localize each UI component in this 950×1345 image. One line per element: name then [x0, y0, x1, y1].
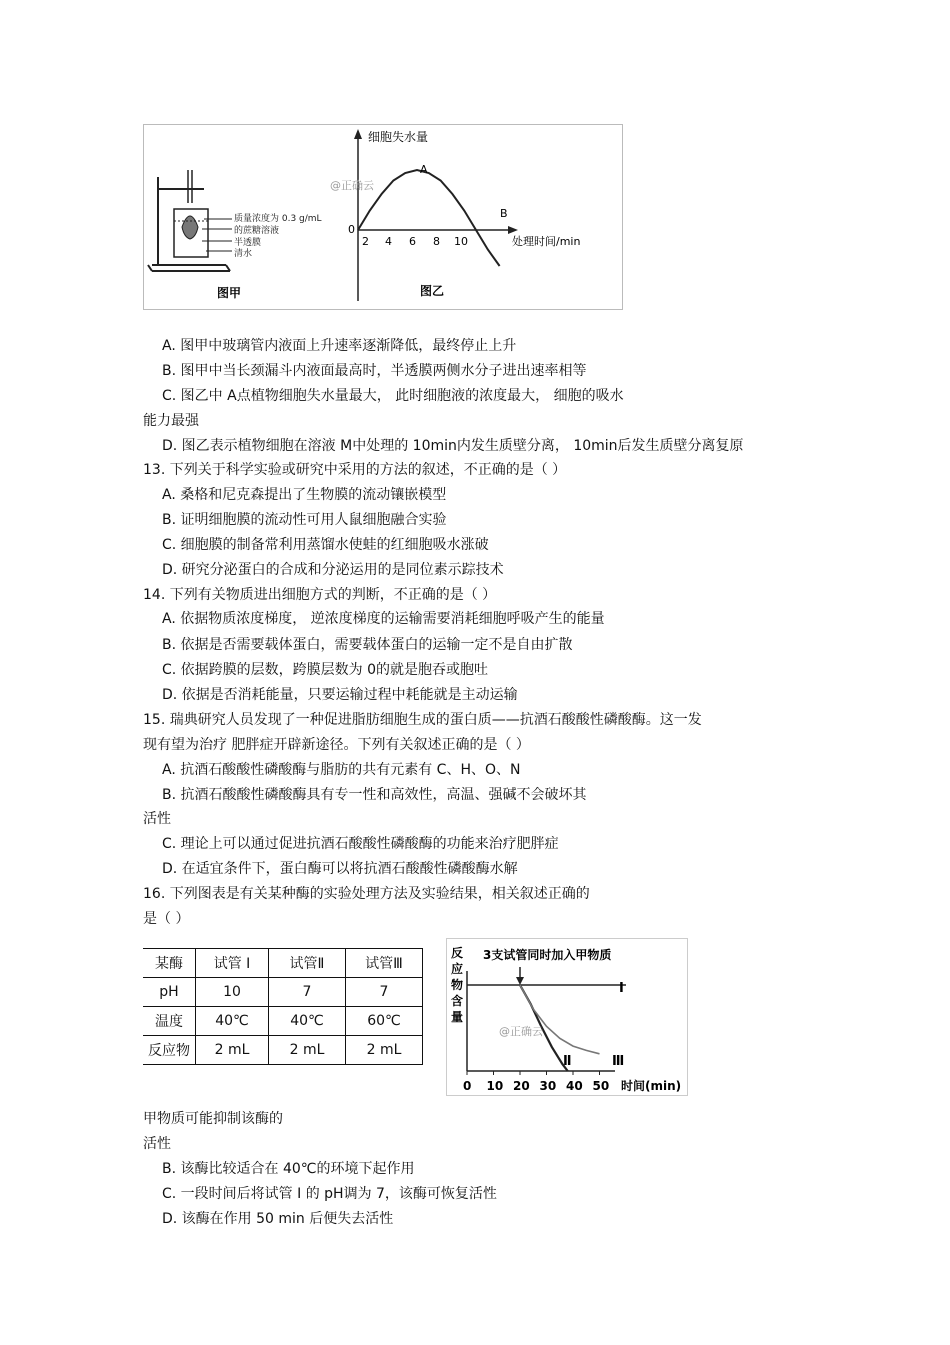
x-axis-arrow	[508, 226, 518, 234]
q12-option-c: C. 图乙中 A点植物细胞失水量最大， 此时细胞液的浓度最大， 细胞的吸水	[162, 388, 624, 404]
watermark: @正确云	[499, 1025, 543, 1038]
q15-option-d: D. 在适宜条件下，蛋白酶可以将抗酒石酸酸性磷酸酶水解	[162, 861, 518, 877]
q12-option-c-cont: 能力最强	[143, 413, 199, 429]
table-cell: 40℃	[196, 1007, 269, 1036]
caption-yi: 图乙	[420, 284, 445, 298]
x-tick-label: 2	[362, 235, 369, 248]
q15-stem: 15. 瑞典研究人员发现了一种促进脂肪细胞生成的蛋白质——抗酒石酸酸性磷酸酶。这一发	[143, 712, 702, 728]
table-cell: pH	[143, 978, 196, 1007]
q15-option-c: C. 理论上可以通过促进抗酒石酸酸性磷酸酶的功能来治疗肥胖症	[162, 836, 559, 852]
q12-option-a: A. 图甲中玻璃管内液面上升速率逐渐降低，最终停止上升	[162, 338, 517, 354]
q14-option-d: D. 依据是否消耗能量，只要运输过程中耗能就是主动运输	[162, 687, 518, 703]
q15-option-a: A. 抗酒石酸酸性磷酸酶与脂肪的共有元素有 C、H、O、N	[162, 762, 521, 778]
q15-stem-cont: 现有望为治疗 肥胖症开辟新途径。下列有关叙述正确的是（ ）	[143, 737, 530, 753]
q14-option-b: B. 依据是否需要载体蛋白，需要载体蛋白的运输一定不是自由扩散	[162, 637, 573, 653]
q14-option-c: C. 依据跨膜的层数，跨膜层数为 0的就是胞吞或胞吐	[162, 662, 489, 678]
figure-enzyme-chart	[446, 938, 688, 1096]
label-membrane: 半透膜	[234, 238, 262, 248]
q16-stem-cont: 是（ ）	[143, 911, 190, 927]
q16-option-d: D. 该酶在作用 50 min 后便失去活性	[162, 1211, 394, 1227]
curve-water-loss	[358, 170, 500, 266]
enzyme-series	[467, 985, 626, 1071]
q16-stem: 16. 下列图表是有关某种酶的实验处理方法及实验结果，相关叙述正确的	[143, 886, 590, 902]
caption-jia: 图甲	[217, 286, 242, 300]
x-tick-label: 10	[454, 235, 468, 248]
series-line-3	[520, 985, 600, 1054]
q13-option-a: A. 桑格和尼克森提出了生物膜的流动镶嵌模型	[162, 487, 447, 503]
table-cell: 2 mL	[346, 1036, 423, 1065]
table-cell: 2 mL	[269, 1036, 346, 1065]
table-row	[143, 978, 423, 1007]
q12-option-b: B. 图甲中当长颈漏斗内液面最高时，半透膜两侧水分子进出速率相等	[162, 363, 587, 379]
enzyme-chart-svg	[447, 939, 687, 1095]
table-cell: 某酶	[143, 949, 196, 978]
q15-option-b-cont: 活性	[143, 811, 171, 827]
q13-option-b: B. 证明细胞膜的流动性可用人鼠细胞融合实验	[162, 512, 447, 528]
table-cell: 试管Ⅱ	[269, 949, 346, 978]
table-header-row	[143, 949, 423, 978]
q16-option-b: B. 该酶比较适合在 40℃的环境下起作用	[162, 1161, 415, 1177]
chart-water-loss	[330, 129, 580, 301]
x-tick-label: 10	[486, 1079, 504, 1093]
x-tick-label: 4	[385, 235, 392, 248]
label-water: 清水	[234, 249, 253, 259]
x-axis-label: 时间(min)	[621, 1079, 682, 1093]
table-cell: 温度	[143, 1007, 196, 1036]
x-ticks	[463, 1071, 609, 1093]
y-axis-label: 细胞失水量	[368, 130, 429, 144]
figure-osmosis-svg	[144, 125, 622, 309]
table-cell: 2 mL	[196, 1036, 269, 1065]
table-cell: 反应物	[143, 1036, 196, 1065]
q15-option-b: B. 抗酒石酸酸性磷酸酶具有专一性和高效性，高温、强碱不会破坏其	[162, 787, 587, 803]
x-tick-label: 6	[409, 235, 416, 248]
table-cell: 7	[346, 978, 423, 1007]
q16-option-a: 甲物质可能抑制该酶的	[143, 1111, 283, 1127]
point-label-a: A	[420, 163, 428, 176]
y-axis-label-char: 含	[451, 994, 464, 1008]
y-axis-label-char: 量	[451, 1010, 464, 1024]
label-sucrose-2: 的蔗糖溶液	[234, 226, 280, 236]
table-cell: 60℃	[346, 1007, 423, 1036]
q14-stem: 14. 下列有关物质进出细胞方式的判断，不正确的是（ ）	[143, 587, 497, 603]
y-axis-arrow	[354, 129, 362, 139]
table-cell: 7	[269, 978, 346, 1007]
q14-option-a: A. 依据物质浓度梯度， 逆浓度梯度的运输需要消耗细胞呼吸产生的能量	[162, 611, 605, 627]
point-label-b: B	[500, 207, 508, 220]
x-axis-label: 处理时间/min	[512, 235, 581, 248]
apparatus-labels	[202, 212, 322, 259]
q13-option-d: D. 研究分泌蛋白的合成和分泌运用的是同位素示踪技术	[162, 562, 504, 578]
table-cell: 试管Ⅲ	[346, 949, 423, 978]
origin-label: 0	[348, 223, 355, 236]
x-tick-label: 40	[566, 1079, 583, 1093]
x-tick-label: 20	[513, 1079, 530, 1093]
label-sucrose-1: 质量浓度为 0.3 g/mL	[234, 214, 322, 224]
series-label-2: Ⅱ	[563, 1054, 572, 1069]
apparatus-drawing	[148, 170, 230, 271]
y-axis-label-char: 物	[451, 978, 464, 992]
table-cell: 10	[196, 978, 269, 1007]
watermark: @正确云	[330, 179, 374, 192]
table-row	[143, 1036, 423, 1065]
x-tick-label: 30	[539, 1079, 557, 1093]
x-tick-label: 8	[433, 235, 440, 248]
x-tick-label: 50	[592, 1079, 610, 1093]
enzyme-table	[143, 948, 423, 1065]
q12-option-d: D. 图乙表示植物细胞在溶液 M中处理的 10min内发生质壁分离， 10min后发生质壁分离复原	[162, 438, 744, 454]
table-row	[143, 1007, 423, 1036]
y-axis-label-char: 反	[451, 946, 464, 960]
figure-osmosis	[143, 124, 623, 310]
table-cell: 40℃	[269, 1007, 346, 1036]
series-label-3: Ⅲ	[612, 1054, 625, 1069]
q16-option-c: C. 一段时间后将试管 Ⅰ 的 pH调为 7，该酶可恢复活性	[162, 1186, 497, 1202]
q16-option-a-cont: 活性	[143, 1136, 171, 1152]
table-cell: 试管 Ⅰ	[196, 949, 269, 978]
arrow-add-substance-head	[516, 977, 524, 985]
chart-title: 3支试管同时加入甲物质	[483, 948, 612, 962]
q13-stem: 13. 下列关于科学实验或研究中采用的方法的叙述，不正确的是（ ）	[143, 462, 567, 478]
q13-option-c: C. 细胞膜的制备常利用蒸馏水使蛙的红细胞吸水涨破	[162, 537, 489, 553]
y-axis-label-char: 应	[451, 962, 464, 976]
series-label-1: Ⅰ	[619, 981, 624, 996]
x-tick-label: 0	[463, 1079, 472, 1093]
